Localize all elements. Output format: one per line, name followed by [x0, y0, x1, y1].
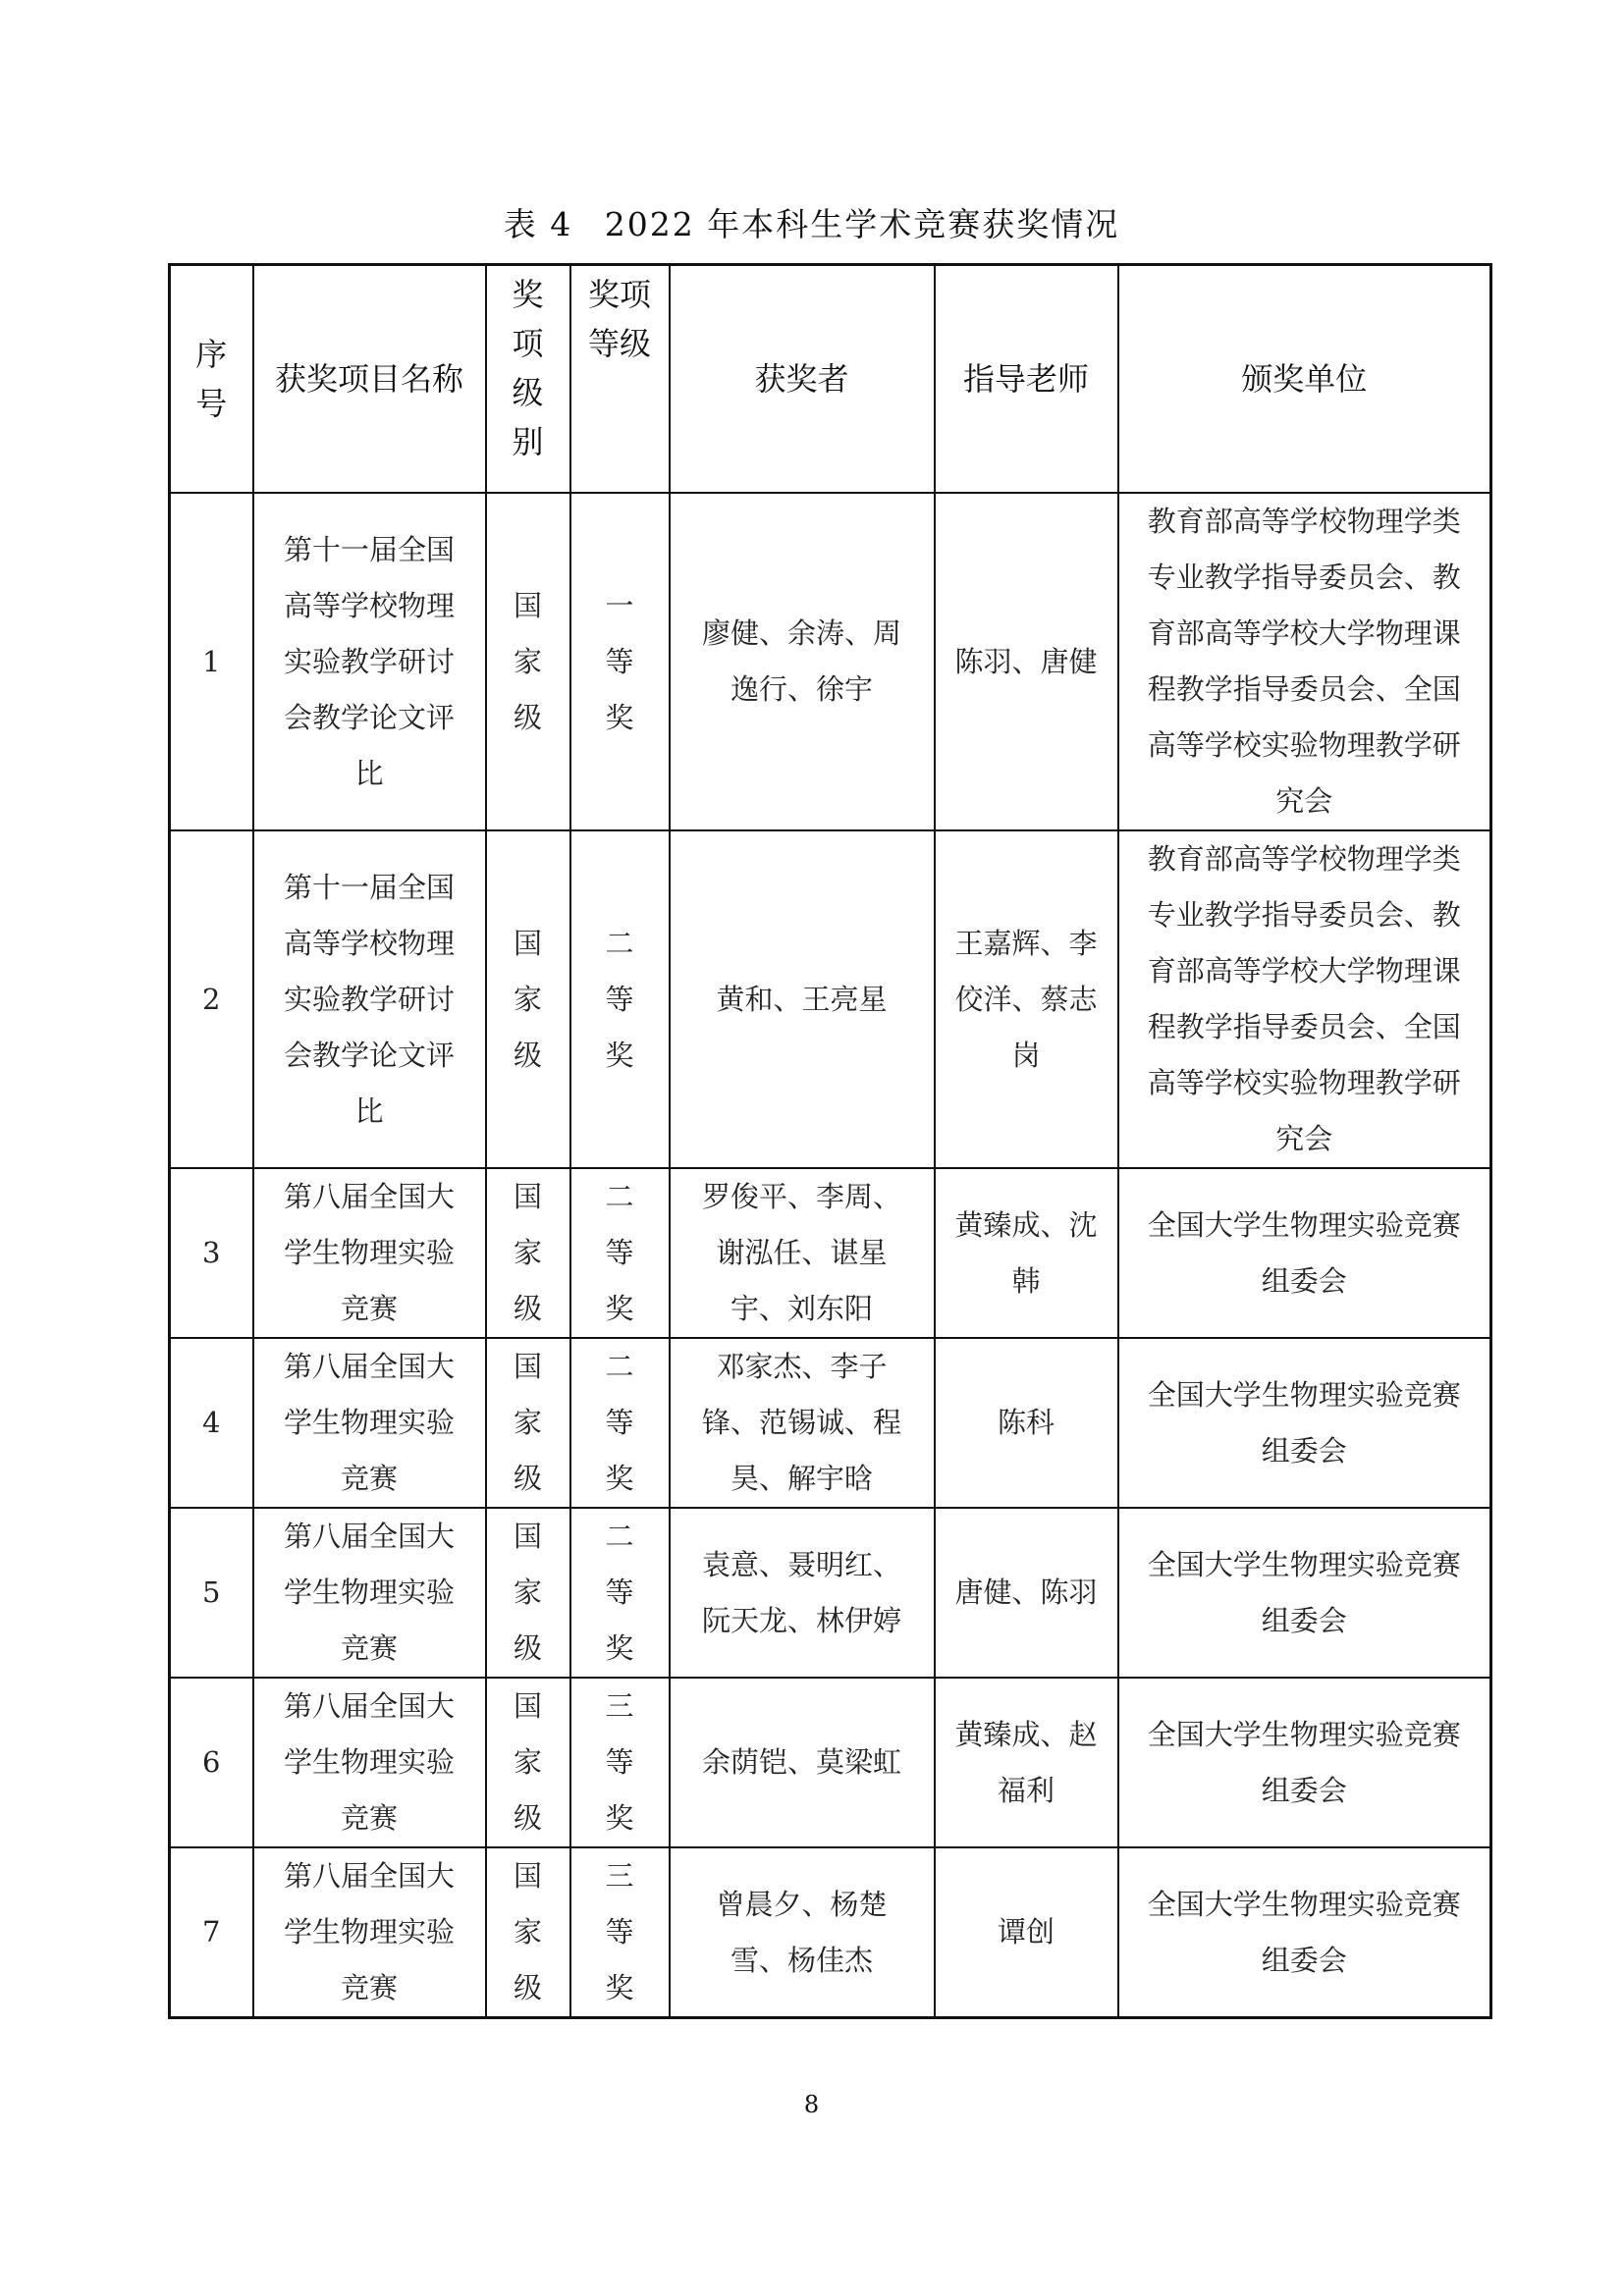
cell-winners: 罗俊平、李周、谢泓任、谌星宇、刘东阳	[670, 1168, 935, 1338]
cell-winners: 曾晨夕、杨楚雪、杨佳杰	[670, 1847, 935, 2018]
cell-issuer: 全国大学生物理实验竞赛组委会	[1118, 1338, 1491, 1508]
cell-level: 国家级	[486, 1678, 570, 1847]
cell-issuer: 教育部高等学校物理学类专业教学指导委员会、教育部高等学校大学物理课程教学指导委员会、全国高等学校实验物理教学研究会	[1118, 493, 1491, 830]
awards-table	[168, 263, 1492, 2019]
cell-grade: 二等奖	[570, 1508, 670, 1678]
header-seq: 序号	[170, 265, 253, 494]
cell-issuer: 教育部高等学校物理学类专业教学指导委员会、教育部高等学校大学物理课程教学指导委员会、全国高等学校实验物理教学研究会	[1118, 830, 1491, 1168]
cell-issuer: 全国大学生物理实验竞赛组委会	[1118, 1678, 1491, 1847]
cell-advisors: 黄臻成、赵福利	[935, 1678, 1118, 1847]
table-row	[170, 1338, 1491, 1508]
table-row	[170, 1168, 1491, 1338]
cell-seq: 2	[170, 830, 253, 1168]
cell-seq: 6	[170, 1678, 253, 1847]
cell-issuer: 全国大学生物理实验竞赛组委会	[1118, 1168, 1491, 1338]
cell-project: 第八届全国大学生物理实验竞赛	[253, 1168, 486, 1338]
cell-advisors: 陈科	[935, 1338, 1118, 1508]
cell-seq: 1	[170, 493, 253, 830]
cell-winners: 邓家杰、李子锋、范锡诚、程昊、解宇晗	[670, 1338, 935, 1508]
cell-issuer: 全国大学生物理实验竞赛组委会	[1118, 1847, 1491, 2018]
cell-seq: 5	[170, 1508, 253, 1678]
table-caption	[0, 199, 1623, 245]
header-winners: 获奖者	[670, 265, 935, 494]
cell-grade: 三等奖	[570, 1847, 670, 2018]
cell-winners: 黄和、王亮星	[670, 830, 935, 1168]
cell-grade: 三等奖	[570, 1678, 670, 1847]
cell-project: 第八届全国大学生物理实验竞赛	[253, 1847, 486, 2018]
cell-seq: 3	[170, 1168, 253, 1338]
header-issuer: 颁奖单位	[1118, 265, 1491, 494]
cell-winners: 廖健、余涛、周逸行、徐宇	[670, 493, 935, 830]
header-project: 获奖项目名称	[253, 265, 486, 494]
cell-project: 第八届全国大学生物理实验竞赛	[253, 1508, 486, 1678]
cell-winners: 袁意、聂明红、阮天龙、林伊婷	[670, 1508, 935, 1678]
table-title: 2022 年本科生学术竞赛获奖情况	[604, 205, 1120, 243]
cell-level: 国家级	[486, 1847, 570, 2018]
cell-project: 第十一届全国高等学校物理实验教学研讨会教学论文评比	[253, 493, 486, 830]
cell-advisors: 黄臻成、沈韩	[935, 1168, 1118, 1338]
cell-advisors: 王嘉辉、李佼洋、蔡志岗	[935, 830, 1118, 1168]
table-header-row	[170, 265, 1491, 494]
cell-seq: 7	[170, 1847, 253, 2018]
cell-issuer: 全国大学生物理实验竞赛组委会	[1118, 1508, 1491, 1678]
cell-level: 国家级	[486, 1168, 570, 1338]
table-row	[170, 493, 1491, 830]
cell-grade: 二等奖	[570, 1168, 670, 1338]
cell-level: 国家级	[486, 493, 570, 830]
cell-grade: 二等奖	[570, 830, 670, 1168]
header-level: 奖项级别	[486, 265, 570, 494]
table-row	[170, 1847, 1491, 2018]
cell-grade: 一等奖	[570, 493, 670, 830]
cell-level: 国家级	[486, 1338, 570, 1508]
cell-winners: 余荫铠、莫梁虹	[670, 1678, 935, 1847]
cell-project: 第十一届全国高等学校物理实验教学研讨会教学论文评比	[253, 830, 486, 1168]
header-grade: 奖项等级	[570, 265, 670, 494]
table-label: 表 4	[503, 205, 573, 243]
cell-level: 国家级	[486, 1508, 570, 1678]
cell-advisors: 唐健、陈羽	[935, 1508, 1118, 1678]
cell-advisors: 谭创	[935, 1847, 1118, 2018]
cell-seq: 4	[170, 1338, 253, 1508]
header-advisors: 指导老师	[935, 265, 1118, 494]
cell-grade: 二等奖	[570, 1338, 670, 1508]
cell-project: 第八届全国大学生物理实验竞赛	[253, 1338, 486, 1508]
table-row	[170, 830, 1491, 1168]
table-row	[170, 1508, 1491, 1678]
cell-advisors: 陈羽、唐健	[935, 493, 1118, 830]
table-row	[170, 1678, 1491, 1847]
cell-level: 国家级	[486, 830, 570, 1168]
page-number: 8	[803, 2091, 820, 2118]
cell-project: 第八届全国大学生物理实验竞赛	[253, 1678, 486, 1847]
